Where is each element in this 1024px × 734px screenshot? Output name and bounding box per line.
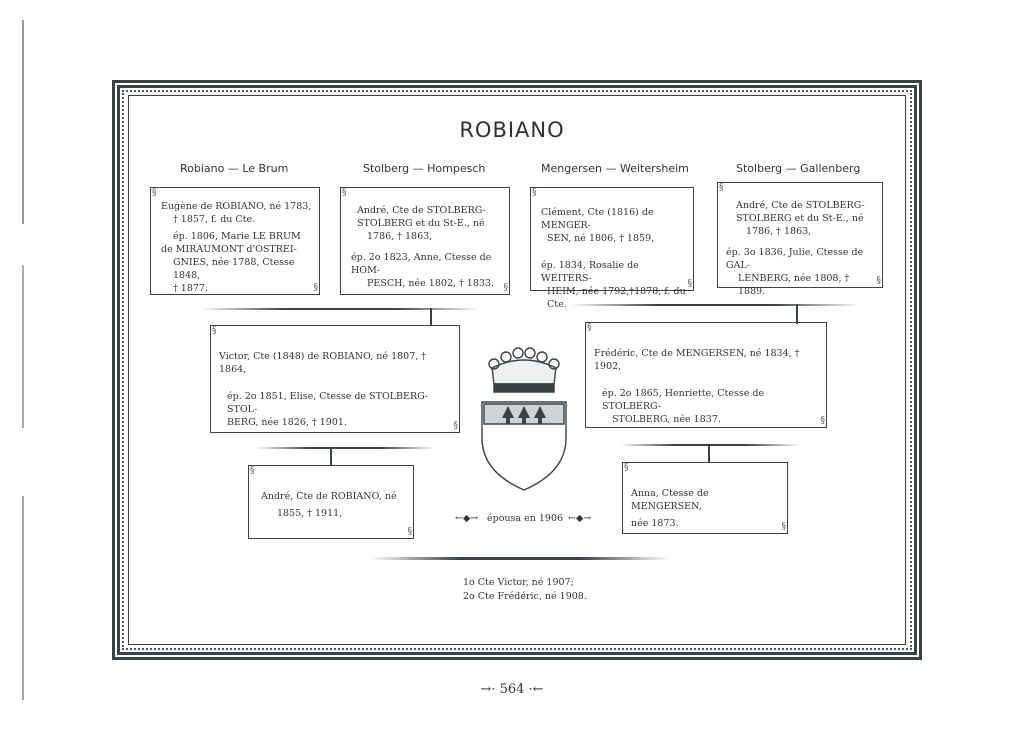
- connector-swash: [255, 447, 435, 449]
- box-line: PESCH, née 1802, † 1833.: [367, 278, 494, 289]
- box-line: ép. 3o 1836, Julie, Ctesse de GAL-: [726, 247, 864, 271]
- connector-line: [708, 444, 710, 462]
- page-number-ornament-left-icon: →·: [480, 682, 500, 697]
- box-line: § Frédéric, Cte de MENGERSEN, né 1834, † 1902,: [594, 348, 800, 372]
- page-number: [0, 682, 1024, 697]
- box-line: GNIES, née 1788, Ctesse 1848,: [173, 257, 295, 281]
- genealogy-box-anna-mengersen: [622, 462, 788, 534]
- box-line: 1855, † 1911,: [277, 508, 343, 519]
- page-title: ROBIANO: [459, 118, 565, 142]
- connector-swash: [200, 308, 480, 310]
- box-line: § Victor, Cte (1848) de ROBIANO, né 1807, † 1864,: [219, 351, 427, 375]
- column-heading-stolberg-gallenberg: Stolberg — Gallenberg: [736, 162, 861, 175]
- genealogy-box-victor-robiano: [210, 325, 460, 433]
- marriage-arrow-left-icon: ←◆→: [455, 513, 479, 524]
- connector-swash: [620, 444, 800, 446]
- genealogy-box-andre-stolberg-hompesch: [340, 187, 510, 295]
- box-line: § Anna, Ctesse de MENGERSEN,: [631, 488, 709, 512]
- box-line: HEIM, née 1792,†1878, f. du Cte.: [547, 286, 686, 310]
- genealogy-box-eugene-robiano: [150, 187, 320, 295]
- connector-swash: [570, 304, 860, 306]
- box-line: SEN, né 1806, † 1859,: [547, 233, 655, 244]
- child-entry: 2o Cte Frédéric, né 1908.: [463, 591, 587, 602]
- connector-line: [430, 308, 432, 326]
- page-number-ornament-right-icon: ·←: [524, 682, 544, 697]
- box-line: § Clément, Cte (1816) de MENGER-: [541, 207, 654, 231]
- box-line: de MIRAUMONT d'OSTREI-: [161, 244, 297, 255]
- column-heading-robiano-lebrum: Robiano — Le Brum: [180, 162, 289, 175]
- box-line: 1786, † 1863,: [746, 226, 812, 237]
- box-line: § André, Cte de STOLBERG-: [357, 205, 486, 216]
- genealogy-box-clement-mengersen: [530, 187, 694, 310]
- children-divider: [370, 557, 670, 560]
- child-entry: 1o Cte Victor, né 1907;: [463, 577, 574, 588]
- box-line: STOLBERG et du St-E., né: [357, 218, 485, 229]
- box-line: § André, Cte de ROBIANO, né: [261, 491, 397, 502]
- box-line: STOLBERG, née 1837.: [612, 414, 721, 425]
- coat-of-arms-icon: [472, 340, 576, 500]
- box-line: née 1873.: [631, 518, 679, 529]
- box-line: STOLBERG et du St-E., né: [736, 213, 864, 224]
- box-line: † 1857, f. du Cte.: [173, 214, 256, 225]
- marriage-arrow-right-icon: ←◆→: [568, 513, 592, 524]
- box-line: ép. 2o 1823, Anne, Ctesse de HOM-: [351, 252, 492, 276]
- column-heading-mengersen-weitersheim: Mengersen — Weitersheim: [541, 162, 689, 175]
- box-line: § André, Cte de STOLBERG-: [736, 200, 865, 211]
- box-line: BERG, née 1826, † 1901.: [227, 417, 347, 428]
- genealogy-box-andre-robiano: [248, 465, 414, 539]
- page-number-value: 564: [499, 682, 525, 697]
- genealogy-box-frederic-mengersen: [585, 322, 827, 428]
- marriage-note: épousa en 1906: [487, 513, 564, 524]
- column-heading-stolberg-hompesch: Stolberg — Hompesch: [363, 162, 486, 175]
- connector-line: [330, 447, 332, 465]
- box-line: ép. 1806, Marie LE BRUM: [173, 231, 301, 242]
- box-line: ép. 2o 1865, Henriette, Ctesse de STOLBERG-: [602, 388, 765, 412]
- connector-line: [796, 304, 798, 324]
- box-line: 1786, † 1863,: [367, 231, 433, 242]
- box-line: § Eugène de ROBIANO, né 1783,: [161, 201, 312, 212]
- box-line: LENBERG, née 1808, † 1889.: [738, 273, 850, 297]
- box-line: ép. 2o 1851, Elise, Ctesse de STOLBERG-STOL-: [227, 391, 429, 415]
- box-line: ép. 1834, Rosalie de WEITERS-: [541, 260, 639, 284]
- box-line: † 1877.: [173, 283, 208, 294]
- genealogy-box-andre-stolberg-gallenberg: [717, 182, 883, 297]
